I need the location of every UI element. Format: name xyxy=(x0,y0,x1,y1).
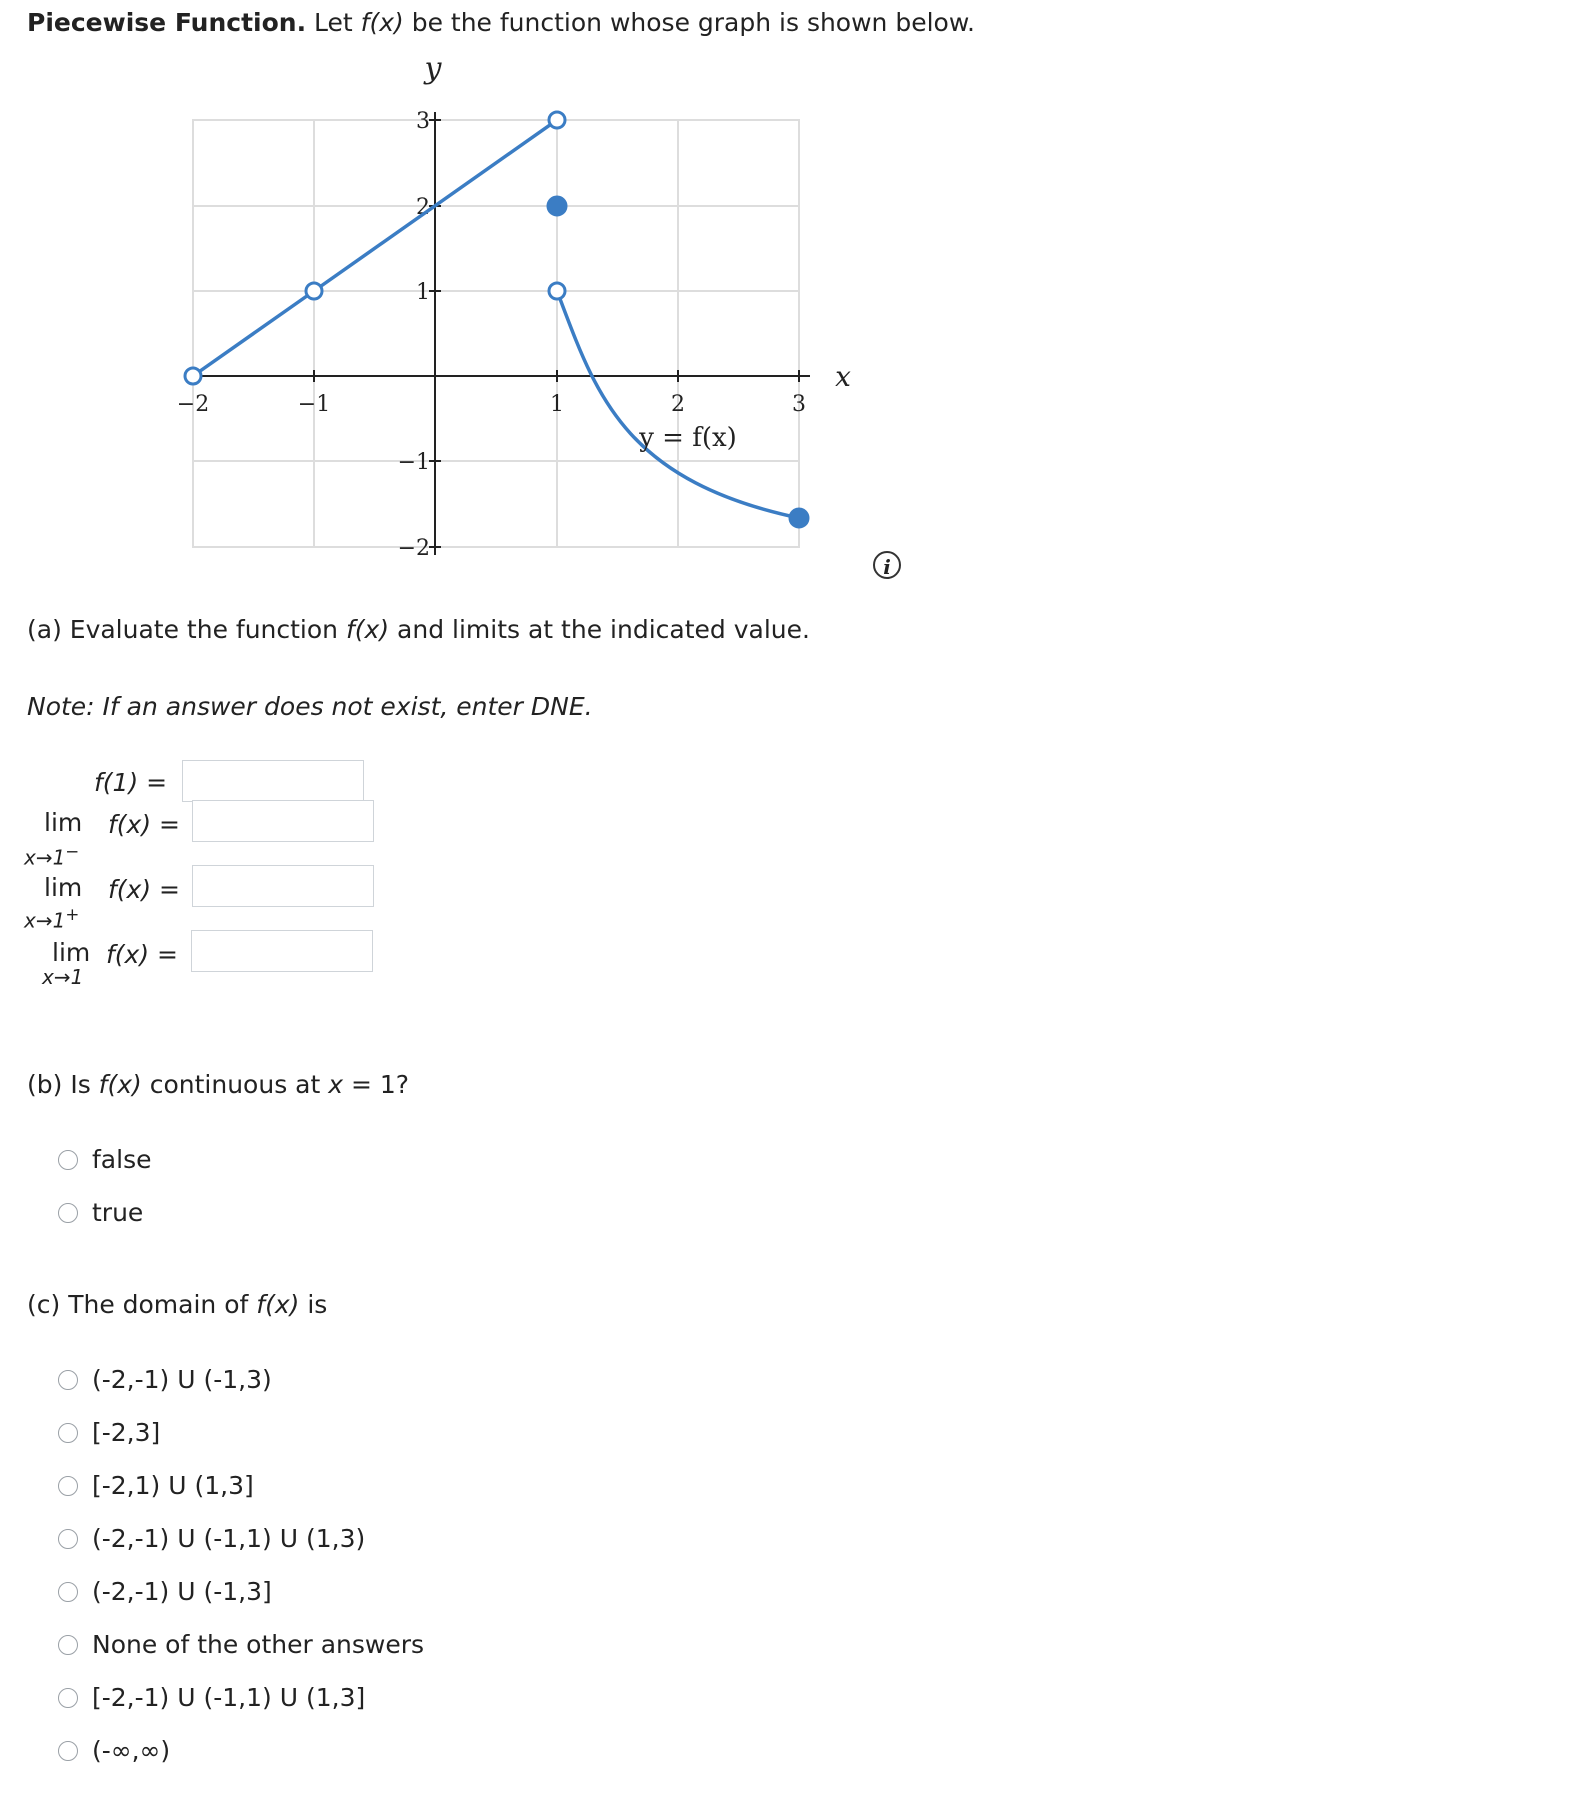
y-tick-label: 1 xyxy=(416,280,430,305)
x-tick-label: −1 xyxy=(297,392,331,417)
part-a-fx: f(x) xyxy=(345,615,390,644)
heading-fx: f(x) xyxy=(360,8,404,37)
option-label: (-2,-1) U (-1,3) xyxy=(92,1365,272,1394)
lim-right-fx: f(x) = xyxy=(108,875,180,904)
lim-left-word: lim xyxy=(44,808,83,837)
lim-left-sub-text: x→1 xyxy=(24,845,66,870)
part-c-text-pre: (c) The domain of xyxy=(27,1290,257,1319)
dne-note: Note: If an answer does not exist, enter DNE. xyxy=(27,692,593,721)
y-tick-label: 3 xyxy=(416,109,430,134)
open-point xyxy=(549,112,565,128)
option-label: None of the other answers xyxy=(92,1630,425,1659)
radio-button[interactable] xyxy=(58,1476,78,1496)
lim-word: lim xyxy=(52,938,91,967)
closed-point xyxy=(548,197,566,215)
open-point xyxy=(549,283,565,299)
option-label: [-2,3] xyxy=(92,1418,161,1447)
y-tick-label: −2 xyxy=(397,536,430,561)
radio-button[interactable] xyxy=(58,1635,78,1655)
lim-right-answer-input[interactable] xyxy=(192,865,374,907)
problem-heading xyxy=(27,8,975,37)
part-a-prompt xyxy=(27,615,810,644)
option-label: [-2,1) U (1,3] xyxy=(92,1471,254,1500)
heading-text-pre: Let xyxy=(306,8,361,37)
x-tick-label: 3 xyxy=(792,392,806,417)
radio-button[interactable] xyxy=(58,1582,78,1602)
part-c-text-post: is xyxy=(299,1290,328,1319)
y-tick-label: −1 xyxy=(397,450,430,475)
line-segment-left xyxy=(193,291,314,376)
option-label: (-2,-1) U (-1,3] xyxy=(92,1577,272,1606)
lim-left-fx: f(x) = xyxy=(108,810,180,839)
f1-answer-input[interactable] xyxy=(182,760,364,802)
lim-answer-input[interactable] xyxy=(191,930,373,972)
option-label: [-2,-1) U (-1,1) U (1,3] xyxy=(92,1683,366,1712)
f1-label xyxy=(94,768,167,797)
domain-option[interactable] xyxy=(58,1683,365,1712)
domain-option[interactable] xyxy=(58,1736,170,1765)
domain-option[interactable] xyxy=(58,1418,160,1447)
lim-right-sub-text: x→1 xyxy=(24,908,66,933)
domain-option[interactable] xyxy=(58,1471,254,1500)
domain-option[interactable] xyxy=(58,1524,365,1553)
grid xyxy=(193,120,799,547)
part-a-text-post: and limits at the indicated value. xyxy=(389,615,810,644)
domain-option[interactable] xyxy=(58,1630,424,1659)
x-tick-label: 2 xyxy=(671,392,685,417)
option-label: (-∞,∞) xyxy=(92,1736,171,1765)
radio-button[interactable] xyxy=(58,1423,78,1443)
domain-option[interactable] xyxy=(58,1365,272,1394)
part-c-fx: f(x) xyxy=(256,1290,300,1319)
option-label: true xyxy=(92,1198,144,1227)
radio-button[interactable] xyxy=(58,1203,78,1223)
f1-label-text: f(1) = xyxy=(94,768,168,797)
radio-button[interactable] xyxy=(58,1688,78,1708)
part-b-prompt xyxy=(27,1070,409,1099)
part-b-fx: f(x) xyxy=(98,1070,142,1099)
heading-text-post: be the function whose graph is shown below. xyxy=(403,8,975,37)
domain-option[interactable] xyxy=(58,1577,272,1606)
function-curves xyxy=(193,120,799,518)
closed-point xyxy=(790,509,808,527)
open-point xyxy=(185,368,201,384)
lim-left-sub xyxy=(24,842,79,870)
lim-right-sup: + xyxy=(65,905,80,924)
heading-bold: Piecewise Function. xyxy=(27,8,307,37)
radio-button[interactable] xyxy=(58,1529,78,1549)
lim-right-sub xyxy=(24,905,79,933)
x-tick-label: 1 xyxy=(550,392,564,417)
lim-sub xyxy=(42,965,83,989)
part-c-prompt xyxy=(27,1290,327,1319)
option-label: false xyxy=(92,1145,152,1174)
curve-label: y = f(x) xyxy=(639,423,737,453)
lim-fx: f(x) = xyxy=(106,940,178,969)
part-b-text-post: = 1? xyxy=(343,1070,410,1099)
x-axis-label: x xyxy=(835,360,851,393)
function-graph xyxy=(150,50,890,570)
lim-left-sup: − xyxy=(65,842,80,861)
option-false[interactable] xyxy=(58,1145,151,1174)
radio-button[interactable] xyxy=(58,1150,78,1170)
part-a-text-pre: (a) Evaluate the function xyxy=(27,615,346,644)
part-b-x: x xyxy=(328,1070,344,1099)
x-tick-label: −2 xyxy=(176,392,210,417)
y-axis-label: y xyxy=(424,51,442,86)
y-tick-label: 2 xyxy=(416,195,430,220)
radio-button[interactable] xyxy=(58,1370,78,1390)
axes xyxy=(186,112,810,555)
radio-button[interactable] xyxy=(58,1741,78,1761)
lim-sub-text: x→1 xyxy=(42,965,84,989)
part-b-text-mid: continuous at xyxy=(141,1070,329,1099)
open-point xyxy=(306,283,322,299)
lim-left-answer-input[interactable] xyxy=(192,800,374,842)
grid-border xyxy=(193,120,799,547)
part-b-text-pre: (b) Is xyxy=(27,1070,99,1099)
lim-right-word: lim xyxy=(44,873,83,902)
option-true[interactable] xyxy=(58,1198,143,1227)
option-label: (-2,-1) U (-1,1) U (1,3) xyxy=(92,1524,366,1553)
info-icon[interactable]: i xyxy=(873,551,901,579)
